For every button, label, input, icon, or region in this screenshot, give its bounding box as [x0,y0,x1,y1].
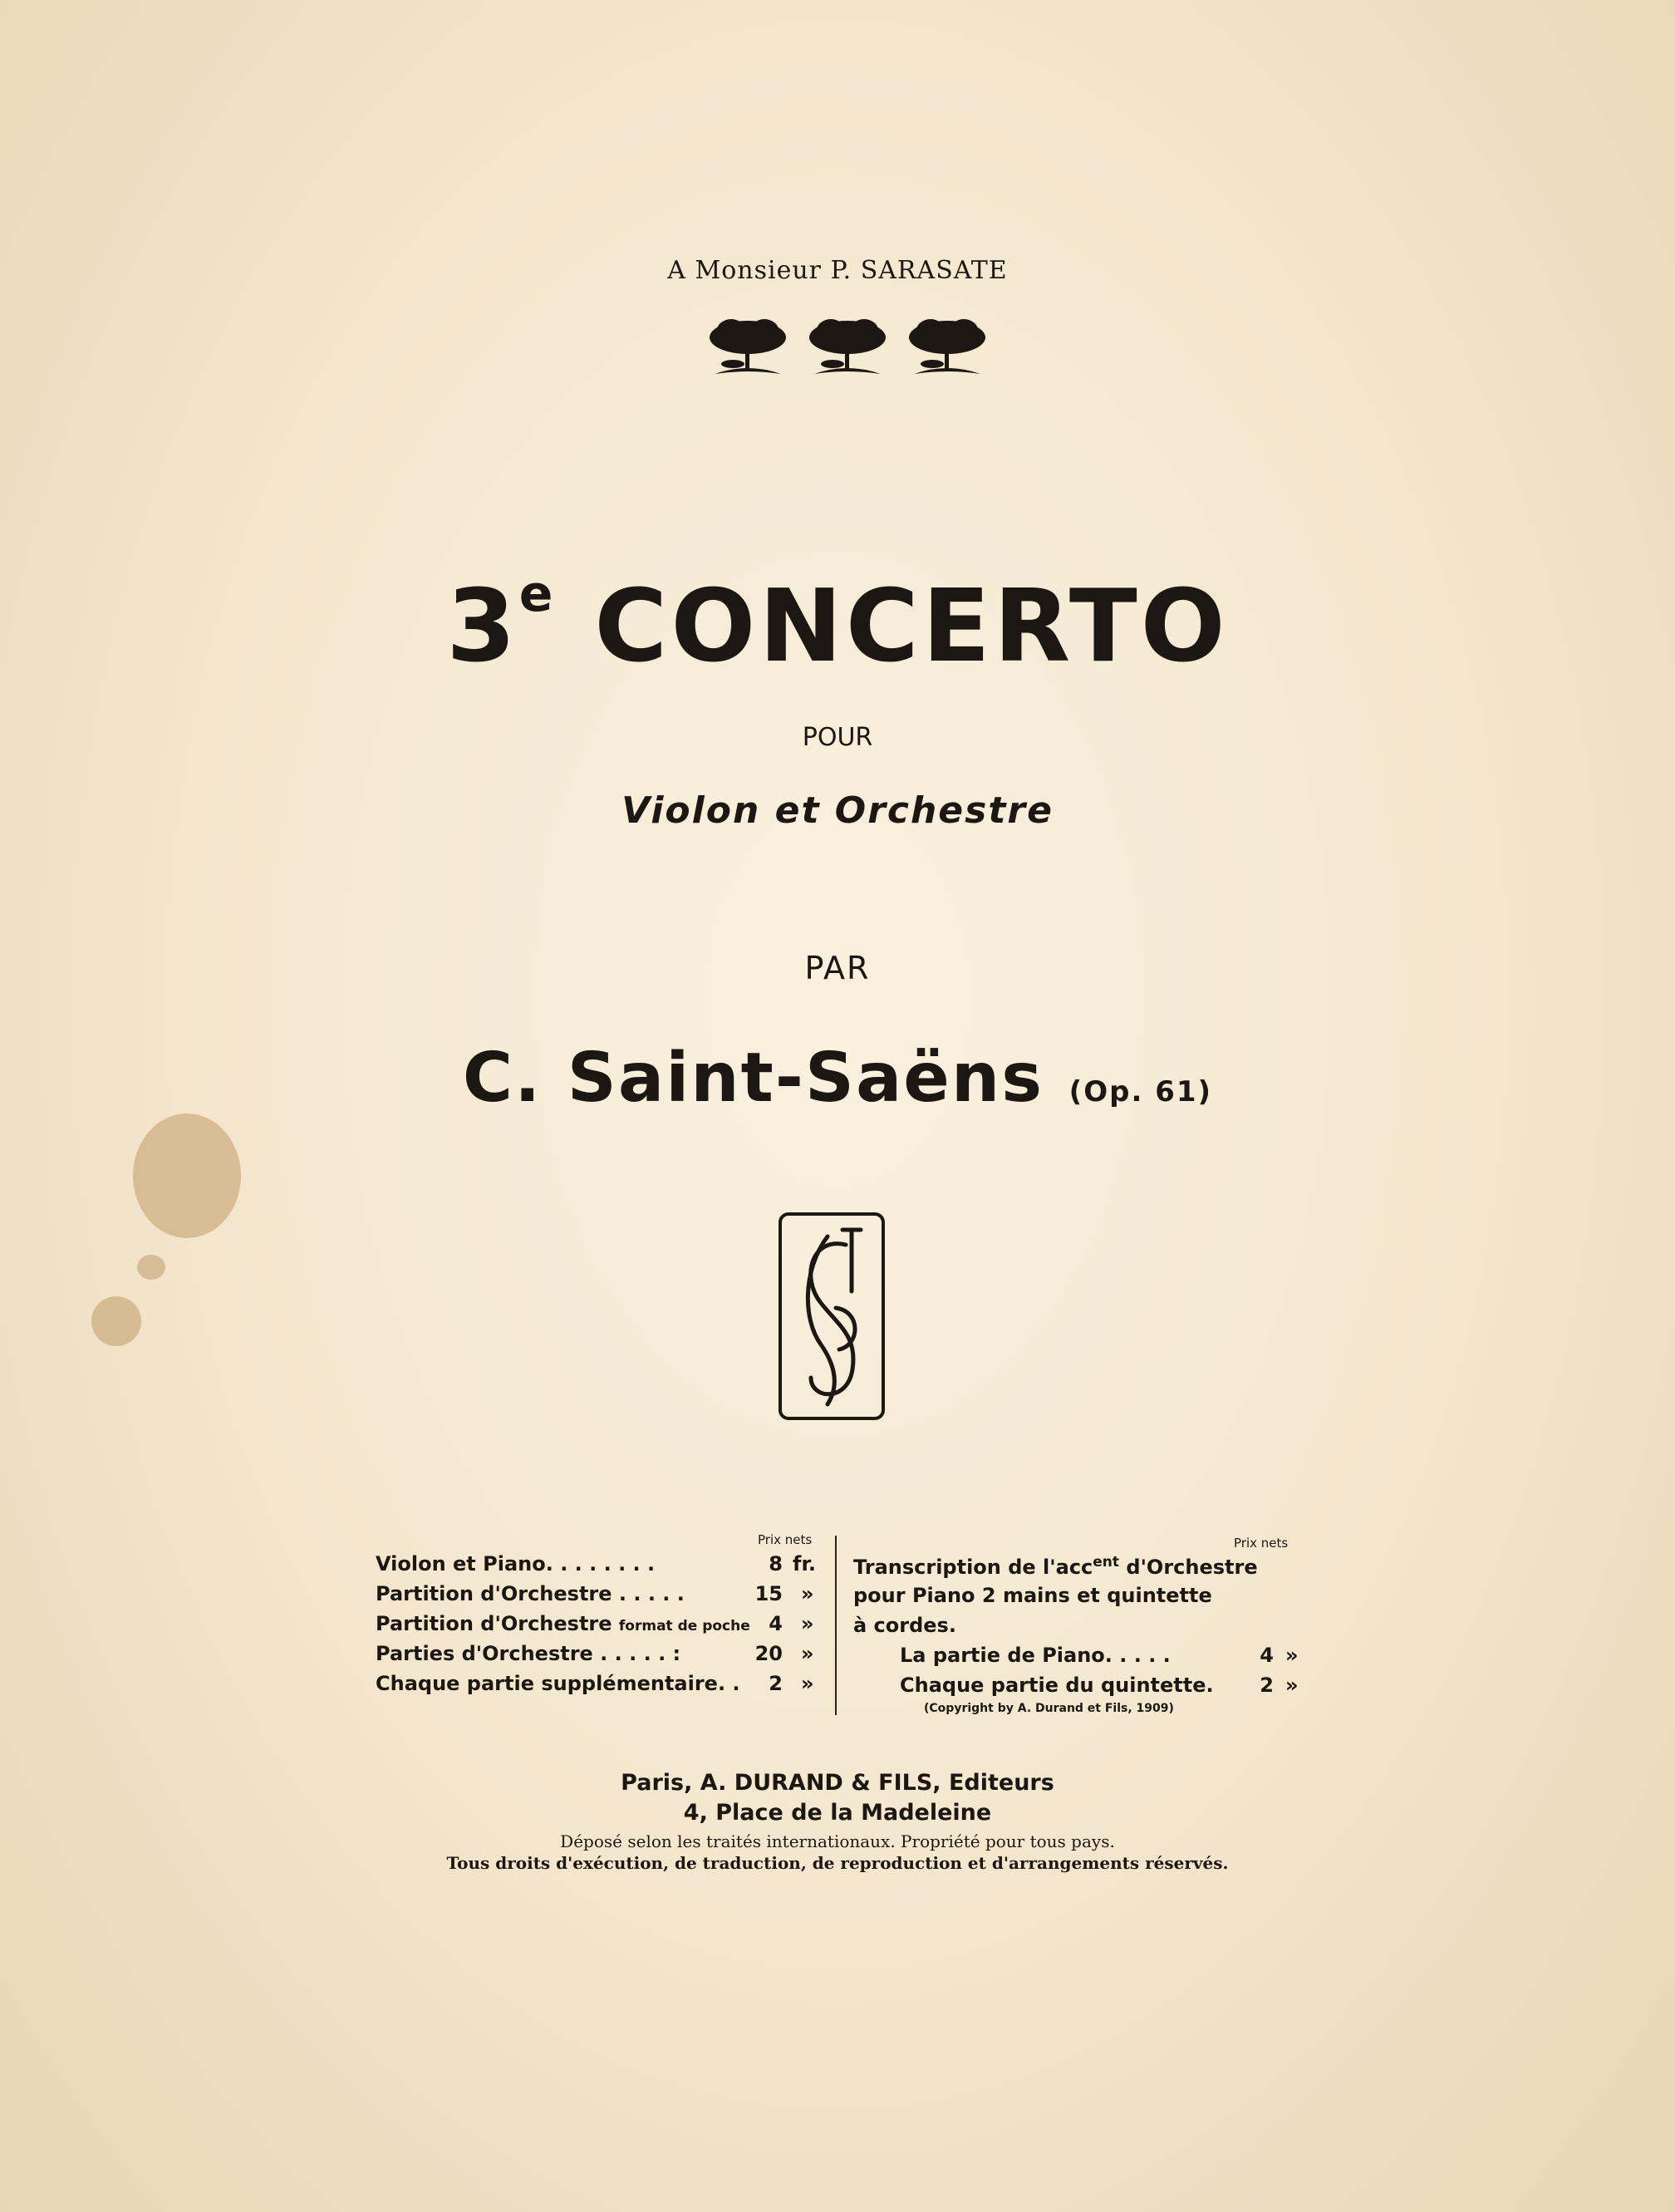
rights-notice: Tous droits d'exécution, de traduction, de reproduction et d'arrangements réservés. [446,1853,1229,1873]
publisher-address: 4, Place de la Madeleine [683,1800,992,1826]
list-item: Parties d'Orchestre . . . . . : 20 » [376,1642,814,1665]
prix-nets-header: Prix nets [758,1532,813,1547]
price-list-right [853,1527,1319,1718]
ink-stain [91,1296,141,1346]
ink-stain [133,1113,241,1238]
par-label: PAR [804,950,871,986]
copyright-note: (Copyright by A. Durand et Fils, 1909) [924,1702,1174,1715]
list-item: Partition d'Orchestre . . . . . 15 » [376,1582,814,1605]
title-ordinal: 3 [446,569,519,685]
composer [0,1039,1675,1118]
price-list-left [376,1527,841,1718]
column-divider [835,1536,837,1715]
prix-nets-header: Prix nets [1234,1536,1289,1551]
legal-notice: Déposé selon les traités internationaux. Propriété pour tous pays. [560,1831,1115,1851]
flower-ornament-icon [698,314,997,389]
publisher-name: Paris, A. DURAND & FILS, Editeurs [621,1770,1054,1796]
title-main: CONCERTO [594,569,1229,685]
opus-number: (Op. 61) [1068,1075,1213,1108]
composer-name: C. Saint-Saëns [462,1039,1044,1118]
list-item: Chaque partie supplémentaire. . 2 » [376,1672,814,1695]
list-item: La partie de Piano. . . . . 4 » [900,1644,1299,1667]
list-item: Violon et Piano. . . . . . . . 8 fr. [376,1552,816,1575]
durand-monogram-icon [778,1212,886,1421]
ink-stain [137,1255,165,1280]
list-item: Chaque partie du quintette. 2 » [900,1674,1299,1697]
title [0,565,1675,685]
title-ordinal-suffix: e [518,565,557,623]
pour-label: POUR [802,723,873,752]
transcription-line: à cordes. [853,1614,956,1637]
transcription-line: Transcription de l'acc$^{ent}$ d'Orchestre [853,1554,1258,1579]
list-item: Partition d'Orchestre format de poche 4 » [376,1612,814,1635]
instrumentation: Violon et Orchestre [621,789,1054,832]
transcription-line: pour Piano 2 mains et quintette [853,1584,1212,1607]
dedication: A Monsieur P. SARASATE [667,256,1008,285]
